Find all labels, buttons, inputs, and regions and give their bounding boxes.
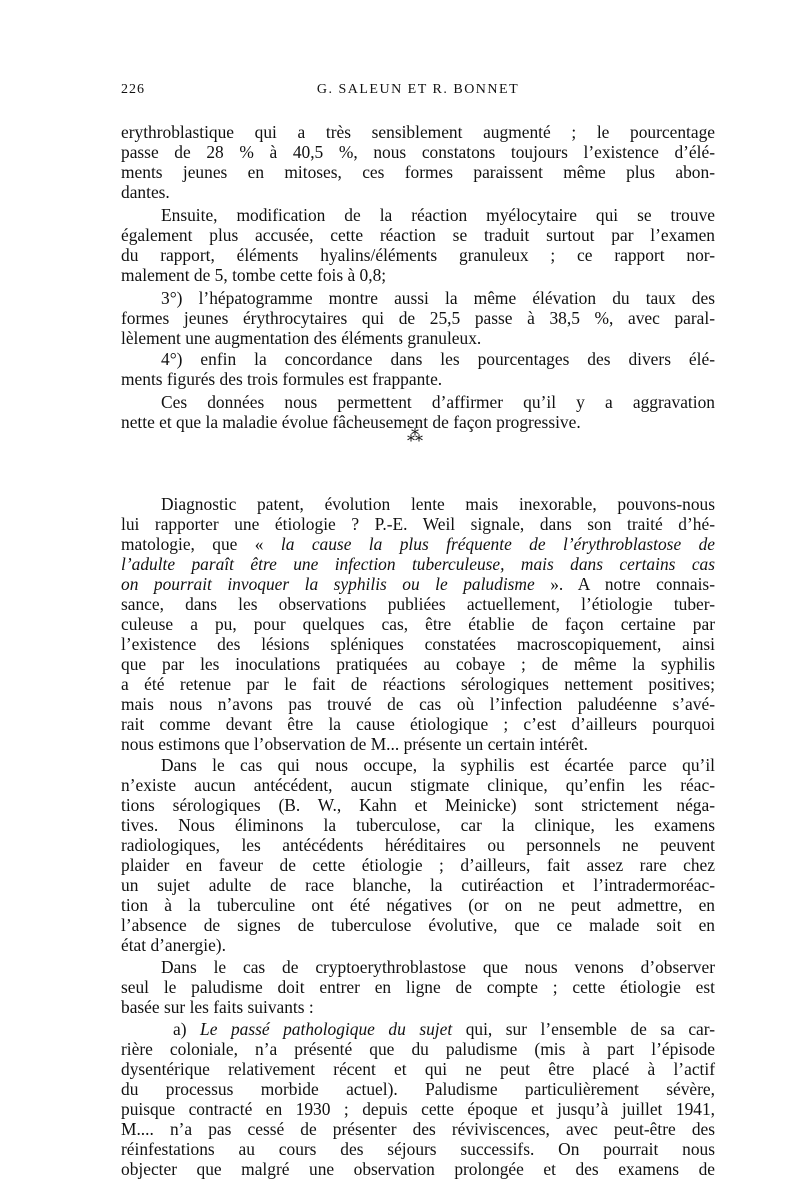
text-line: tives. Nous éliminons la tuberculose, car la clinique, les examens <box>121 815 715 835</box>
text-line: seul le paludisme doit entrer en ligne de compte ; cette étiologie est <box>121 977 715 997</box>
text-line: n’existe aucun antécédent, aucun stigmate clinique, qu’enfin les réac- <box>121 775 715 795</box>
text-line: mais nous n’avons pas trouvé de cas où l’infection paludéenne s’avé- <box>121 694 715 714</box>
text-line: rait comme devant être la cause étiologique ; c’est d’ailleurs pourquoi <box>121 714 715 734</box>
text-line: puisque contracté en 1930 ; depuis cette époque et jusqu’à juillet 1941, <box>121 1099 715 1119</box>
text-line: tions sérologiques (B. W., Kahn et Meinicke) sont strictement néga- <box>121 795 715 815</box>
text-line: du rapport, éléments hyalins/éléments granuleux ; ce rapport nor- <box>121 245 715 265</box>
page-number: 226 <box>121 82 145 97</box>
text-line: état d’anergie). <box>121 935 226 955</box>
text-line: culeuse a pu, pour quelques cas, être établie de façon certaine par <box>121 614 715 634</box>
text-line: l’absence de signes de tuberculose évolutive, que ce malade soit en <box>121 915 715 935</box>
text-line: formes jeunes érythrocytaires qui de 25,5 passe à 38,5 %, avec paral- <box>121 308 715 328</box>
text-line: nette et que la maladie évolue fâcheusement de façon progressive. <box>121 412 581 432</box>
text-line: plaider en faveur de cette étiologie ; d’ailleurs, fait assez rare chez <box>121 855 715 875</box>
text-line: lui rapporter une étiologie ? P.-E. Weil signale, dans son traité d’hé- <box>121 514 715 534</box>
quotation-italic: la cause la plus fréquente de l’érythroblastose de <box>280 534 715 554</box>
text-line: M.... n’a pas cessé de présenter des réviviscences, avec peut-être des <box>121 1119 715 1139</box>
text-line: basée sur les faits suivants : <box>121 997 314 1017</box>
section-separator: ⁂ <box>407 428 423 445</box>
text-line: objecter que malgré une observation prolongée et des examens de <box>121 1159 715 1179</box>
text-line: nous estimons que l’observation de M... présente un certain intérêt. <box>121 734 589 754</box>
text-line: un sujet adulte de race blanche, la cutiréaction et l’intradermoréac- <box>121 875 715 895</box>
text-line <box>173 1019 715 1039</box>
text-line: dysentérique relativement récent et qui ne peut être placé à l’actif <box>121 1059 715 1079</box>
text-line: passe de 28 % à 40,5 %, nous constatons toujours l’existence d’élé- <box>121 142 715 162</box>
text-line: Dans le cas de cryptoerythroblastose que nous venons d’observer <box>161 957 715 977</box>
text-segment: ». A notre connais- <box>534 574 715 594</box>
text-segment: qui, sur l’ensemble de sa car- <box>452 1019 715 1039</box>
text-line: dantes. <box>121 182 170 202</box>
text-line: Diagnostic patent, évolution lente mais inexorable, pouvons-nous <box>161 494 715 514</box>
text-line <box>121 534 715 554</box>
text-line: malement de 5, tombe cette fois à 0,8; <box>121 265 387 285</box>
quotation-italic: l’adulte paraît être une infection tuberculeuse, mais dans certains cas <box>121 554 715 574</box>
text-line: Ces données nous permettent d’affirmer qu’il y a aggravation <box>161 392 715 412</box>
page-header <box>121 82 715 108</box>
text-line <box>121 574 715 594</box>
emphasis-italic: Le passé pathologique du sujet <box>200 1019 453 1039</box>
text-line: a été retenue par le fait de réactions sérologiques nettement positives; <box>121 674 715 694</box>
text-line: du processus morbide actuel). Paludisme particulièrement sévère, <box>121 1079 715 1099</box>
text-line: que par les inoculations pratiquées au cobaye ; de même la syphilis <box>121 654 715 674</box>
text-segment: matologie, que « <box>121 534 281 554</box>
text-line: ments jeunes en mitoses, ces formes paraissent même plus abon- <box>121 162 715 182</box>
text-line: Dans le cas qui nous occupe, la syphilis est écartée parce qu’il <box>161 755 715 775</box>
text-line: l’existence des lésions spléniques constatées macroscopiquement, ainsi <box>121 634 715 654</box>
text-line: erythroblastique qui a très sensiblement augmenté ; le pourcentage <box>121 122 715 142</box>
text-line: ments figurés des trois formules est frappante. <box>121 369 443 389</box>
quotation-italic: on pourrait invoquer la syphilis ou le paludisme <box>121 574 535 594</box>
text-line: sance, dans les observations publiées actuellement, l’étiologie tuber- <box>121 594 715 614</box>
text-line <box>121 554 715 574</box>
text-line: rière coloniale, n’a présenté que du paludisme (mis à part l’épisode <box>121 1039 715 1059</box>
text-line: tion à la tuberculine ont été négatives (or on ne peut admettre, en <box>121 895 715 915</box>
running-title: G. SALEUN ET R. BONNET <box>316 82 520 97</box>
text-line: lèlement une augmentation des éléments granuleux. <box>121 328 482 348</box>
text-line: Ensuite, modification de la réaction myélocytaire qui se trouve <box>161 205 715 225</box>
text-line: également plus accusée, cette réaction se traduit surtout par l’examen <box>121 225 715 245</box>
text-line: réinfestations au cours des séjours successifs. On pourrait nous <box>121 1139 715 1159</box>
text-line: 3°) l’hépatogramme montre aussi la même élévation du taux des <box>161 288 715 308</box>
text-segment: a) <box>173 1019 201 1039</box>
text-line: radiologiques, les antécédents héréditaires ou personnels ne peuvent <box>121 835 715 855</box>
text-line: 4°) enfin la concordance dans les pourcentages des divers élé- <box>161 349 715 369</box>
